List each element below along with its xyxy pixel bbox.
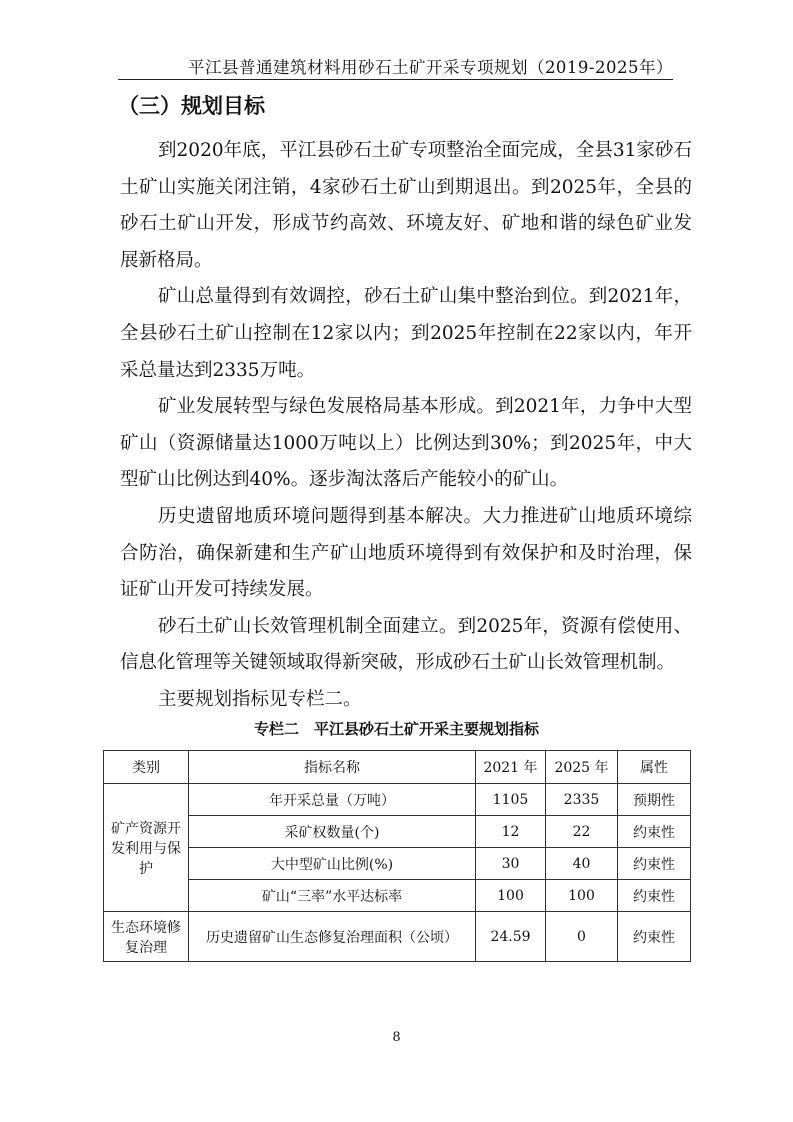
cell: 22 (546, 816, 618, 848)
paragraph: 矿山总量得到有效调控，砂石土矿山集中整治到位。到2021年，全县砂石土矿山控制在12家以内；到2025年控制在22家以内，年开采总量达到2335万吨。 (120, 286, 692, 381)
cell: 预期性 (618, 784, 691, 816)
cell: 40 (546, 848, 618, 880)
paragraph: 主要规划指标见专栏二。 (158, 688, 362, 710)
category-cell: 矿产资源开发利用与保护 (104, 784, 189, 912)
cell: 约束性 (618, 816, 691, 848)
header-cell: 属性 (618, 751, 691, 784)
table-row (104, 912, 691, 962)
cell: 大中型矿山比例(%) (189, 848, 476, 880)
paragraph: 历史遗留地质环境问题得到基本解决。大力推进矿山地质环境综合防治，确保新建和生产矿山地质环境得到有效保护和及时治理，保证矿山开发可持续发展。 (120, 505, 692, 601)
table-row (104, 816, 691, 848)
cell: 矿山“三率”水平达标率 (189, 880, 476, 912)
cell: 100 (546, 880, 618, 912)
cell: 0 (546, 912, 618, 962)
paragraph: 到2020年底，平江县砂石土矿专项整治全面完成，全县31家砂石土矿山实施关闭注销，4家砂石土矿山到期退出。到2025年，全县的砂石土矿山开发，形成节约高效、环境友好、矿地和谐的绿色矿业发展新格局。 (120, 140, 692, 271)
section-title: （三）规划目标 (118, 94, 265, 118)
paragraph: 砂石土矿山长效管理机制全面建立。到2025年，资源有偿使用、信息化管理等关键领域取得新突破，形成砂石土矿山长效管理机制。 (120, 615, 692, 674)
category-cell: 生态环境修复治理 (104, 912, 189, 962)
cell: 1105 (476, 784, 546, 816)
indicator-table (103, 750, 691, 962)
cell: 2335 (546, 784, 618, 816)
body-text (120, 133, 692, 719)
cell: 30 (476, 848, 546, 880)
table-caption: 专栏二 平江县砂石土矿开采主要规划指标 (253, 720, 539, 738)
page-number: 8 (392, 1030, 401, 1045)
table-row (104, 784, 691, 816)
cell: 年开采总量（万吨） (189, 784, 476, 816)
header-cell: 类别 (104, 751, 189, 784)
header-cell: 2025 年 (546, 751, 618, 784)
cell: 24.59 (476, 912, 546, 962)
cell: 约束性 (618, 880, 691, 912)
paragraph: 矿业发展转型与绿色发展格局基本形成。到2021年，力争中大型矿山（资源储量达1000万吨以上）比例达到30%；到2025年，中大型矿山比例达到40%。逐步淘汰落后产能较小的矿山。 (120, 396, 692, 491)
cell: 约束性 (618, 848, 691, 880)
header-rule (118, 79, 673, 80)
cell: 100 (476, 880, 546, 912)
cell: 12 (476, 816, 546, 848)
running-header: 平江县普通建筑材料用砂石土矿开采专项规划（2019-2025年） (187, 58, 673, 77)
table-row (104, 880, 691, 912)
table-header-row (104, 751, 691, 784)
cell: 采矿权数量(个) (189, 816, 476, 848)
table-row (104, 848, 691, 880)
cell: 历史遗留矿山生态修复治理面积（公顷） (189, 912, 476, 962)
cell: 约束性 (618, 912, 691, 962)
header-cell: 指标名称 (189, 751, 476, 784)
header-cell: 2021 年 (476, 751, 546, 784)
